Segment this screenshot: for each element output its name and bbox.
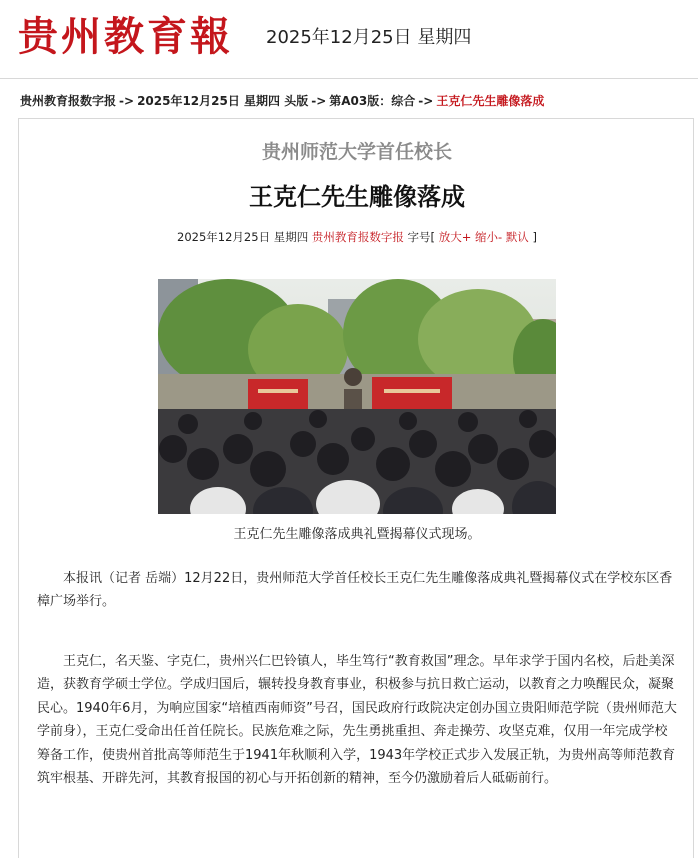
breadcrumb-current: 王克仁先生雕像落成 [436, 94, 545, 108]
breadcrumb-page-link[interactable]: 第A03版：综合 [329, 94, 416, 108]
ceremony-photo-illustration [158, 279, 556, 514]
ceremony-photo [158, 279, 556, 514]
issue-date: 2025年12月25日 星期四 [266, 27, 472, 48]
article-paragraph-1: 本报讯（记者 岳端）12月22日，贵州师范大学首任校长王克仁先生雕像落成典礼暨揭幕仪式在学校东区香樟广场举行。 [37, 571, 673, 610]
breadcrumb-home-link[interactable]: 贵州教育报数字报 [20, 94, 117, 108]
font-shrink-button[interactable]: 缩小- [475, 230, 503, 244]
font-size-label: 字号[ [407, 230, 436, 244]
breadcrumb [20, 92, 544, 109]
breadcrumb-separator: -> [119, 94, 135, 108]
breadcrumb-separator: -> [311, 94, 327, 108]
article-source-link[interactable]: 贵州教育报数字报 [311, 230, 404, 244]
masthead [0, 0, 698, 79]
photo-caption: 王克仁先生雕像落成典礼暨揭幕仪式现场。 [233, 527, 481, 542]
breadcrumb-issue-link[interactable]: 2025年12月25日 星期四 头版 [137, 94, 309, 108]
article-date: 2025年12月25日 星期四 [177, 230, 309, 244]
font-size-close-bracket: ] [532, 230, 537, 244]
article-kicker: 贵州师范大学首任校长 [261, 141, 452, 163]
article-paragraph-2: 王克仁，名天鉴、字克仁，贵州兴仁巴铃镇人，毕生笃行“教育救国”理念。早年求学于国内名校，后赴美深造，获教育学硕士学位。学成归国后，辗转投身教育事业，积极参与抗日救亡运动，以教育之力唤醒民众，凝聚民心。1940年6月，为响应国家“培植西南师资”号召，国民政府行政院决定创办国立贵阳师范学院（贵州师范大学前身），王克仁受命出任首任院长。民族危难之际，先生勇挑重担、奔走操劳、攻坚克难，仅用一年完成学校筹备工作，使贵州首批高等师范生于1941年秋顺利入学，1943年学校正式步入发展正轨，为贵州高等师范教育筑牢根基、开辟先河，其教育报国的初心与开拓创新的精神，至今仍激励着后人砥砺前行。 [37, 654, 677, 787]
article-panel [18, 118, 694, 858]
font-default-button[interactable]: 默认 [505, 230, 529, 244]
newspaper-logo[interactable]: 贵州教育報 [18, 13, 233, 60]
font-enlarge-button[interactable]: 放大+ [438, 230, 472, 244]
article-meta [19, 229, 695, 245]
article-title: 王克仁先生雕像落成 [249, 183, 465, 211]
breadcrumb-separator: -> [418, 94, 434, 108]
